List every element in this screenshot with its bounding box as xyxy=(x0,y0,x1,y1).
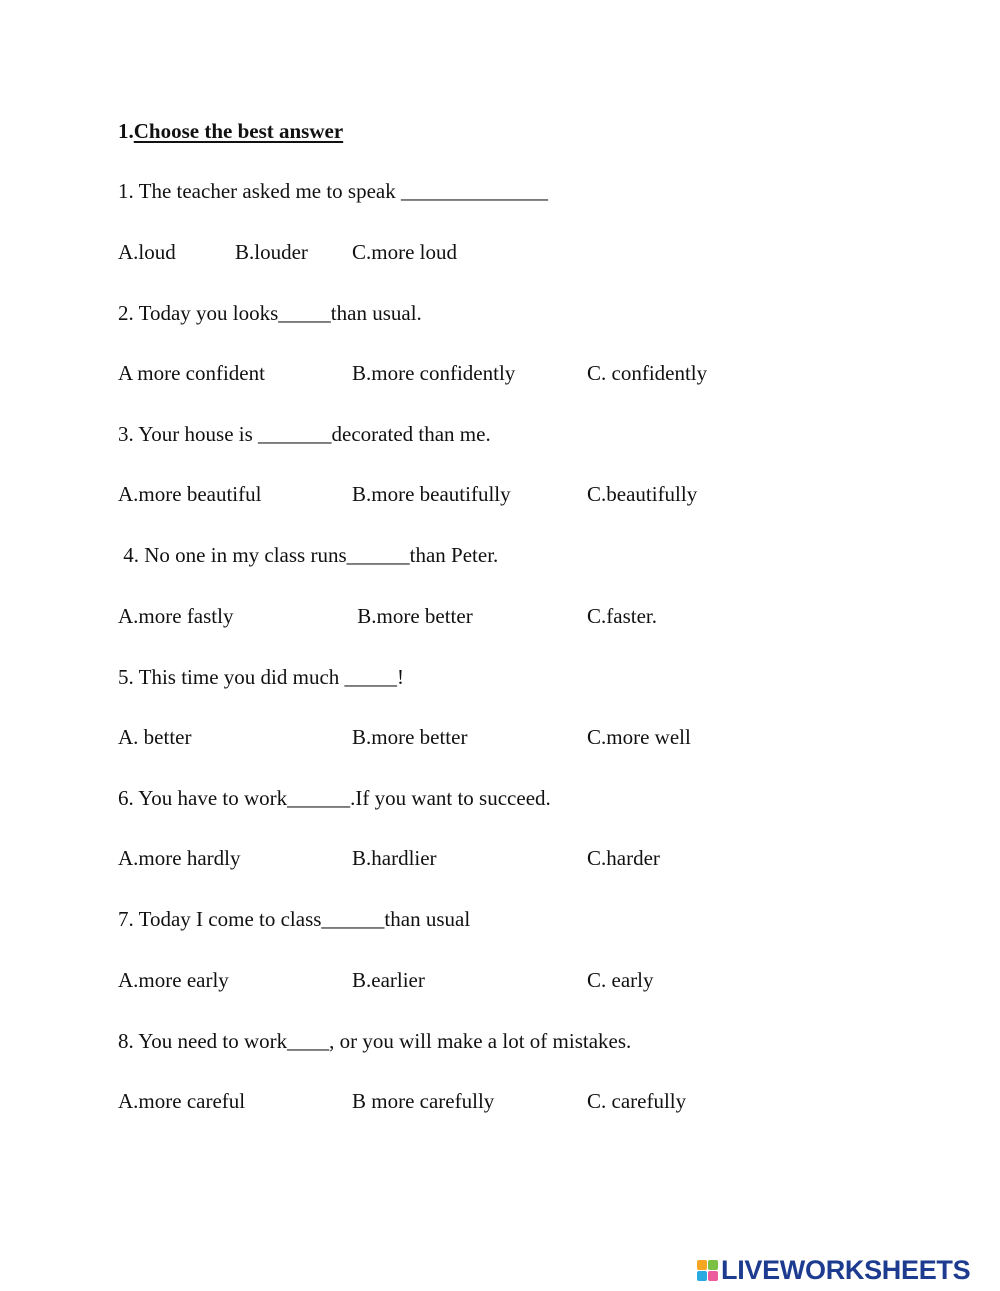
question-4-option-c: C.faster. xyxy=(587,604,657,628)
liveworksheets-logo xyxy=(697,1255,970,1285)
question-6-option-b: B.hardlier xyxy=(352,846,437,870)
question-2-option-a: A more confident xyxy=(118,361,265,385)
question-3: 3. Your house is _______decorated than me. xyxy=(118,422,491,446)
question-4: 4. No one in my class runs______than Peter. xyxy=(118,543,499,567)
logo-text: LIVEWORKSHEETS xyxy=(721,1255,971,1285)
question-6-option-c: C.harder xyxy=(587,846,660,870)
section-title: Choose the best answer xyxy=(133,119,344,143)
question-5-option-a: A. better xyxy=(118,725,192,749)
question-1-option-b: B.louder xyxy=(235,240,308,264)
question-4-option-a: A.more fastly xyxy=(118,604,234,628)
question-4-option-b: B.more better xyxy=(352,604,473,628)
question-8-option-a: A.more careful xyxy=(118,1089,246,1113)
question-2: 2. Today you looks_____than usual. xyxy=(118,301,422,325)
question-1-option-a: A.loud xyxy=(118,240,176,264)
question-3-option-c: C.beautifully xyxy=(587,482,698,506)
question-2-option-c: C. confidently xyxy=(587,361,708,385)
question-1: 1. The teacher asked me to speak ______________ xyxy=(118,179,548,203)
question-6-option-a: A.more hardly xyxy=(118,846,241,870)
section-heading xyxy=(118,117,343,145)
question-7-option-b: B.earlier xyxy=(352,968,425,992)
question-7-option-a: A.more early xyxy=(118,968,229,992)
question-5-option-c: C.more well xyxy=(587,725,691,749)
section-number: 1. xyxy=(118,119,134,143)
logo-mark-icon xyxy=(697,1260,718,1281)
question-7: 7. Today I come to class______than usual xyxy=(118,907,471,931)
question-6: 6. You have to work______.If you want to succeed. xyxy=(118,786,551,810)
question-5: 5. This time you did much _____! xyxy=(118,665,405,689)
question-3-option-a: A.more beautiful xyxy=(118,482,262,506)
question-8-option-b: B more carefully xyxy=(352,1089,495,1113)
question-8: 8. You need to work____, or you will make a lot of mistakes. xyxy=(118,1029,632,1053)
question-3-option-b: B.more beautifully xyxy=(352,482,511,506)
question-7-option-c: C. early xyxy=(587,968,654,992)
question-2-option-b: B.more confidently xyxy=(352,361,516,385)
question-1-option-c: C.more loud xyxy=(352,240,457,264)
question-8-option-c: C. carefully xyxy=(587,1089,687,1113)
question-5-option-b: B.more better xyxy=(352,725,468,749)
